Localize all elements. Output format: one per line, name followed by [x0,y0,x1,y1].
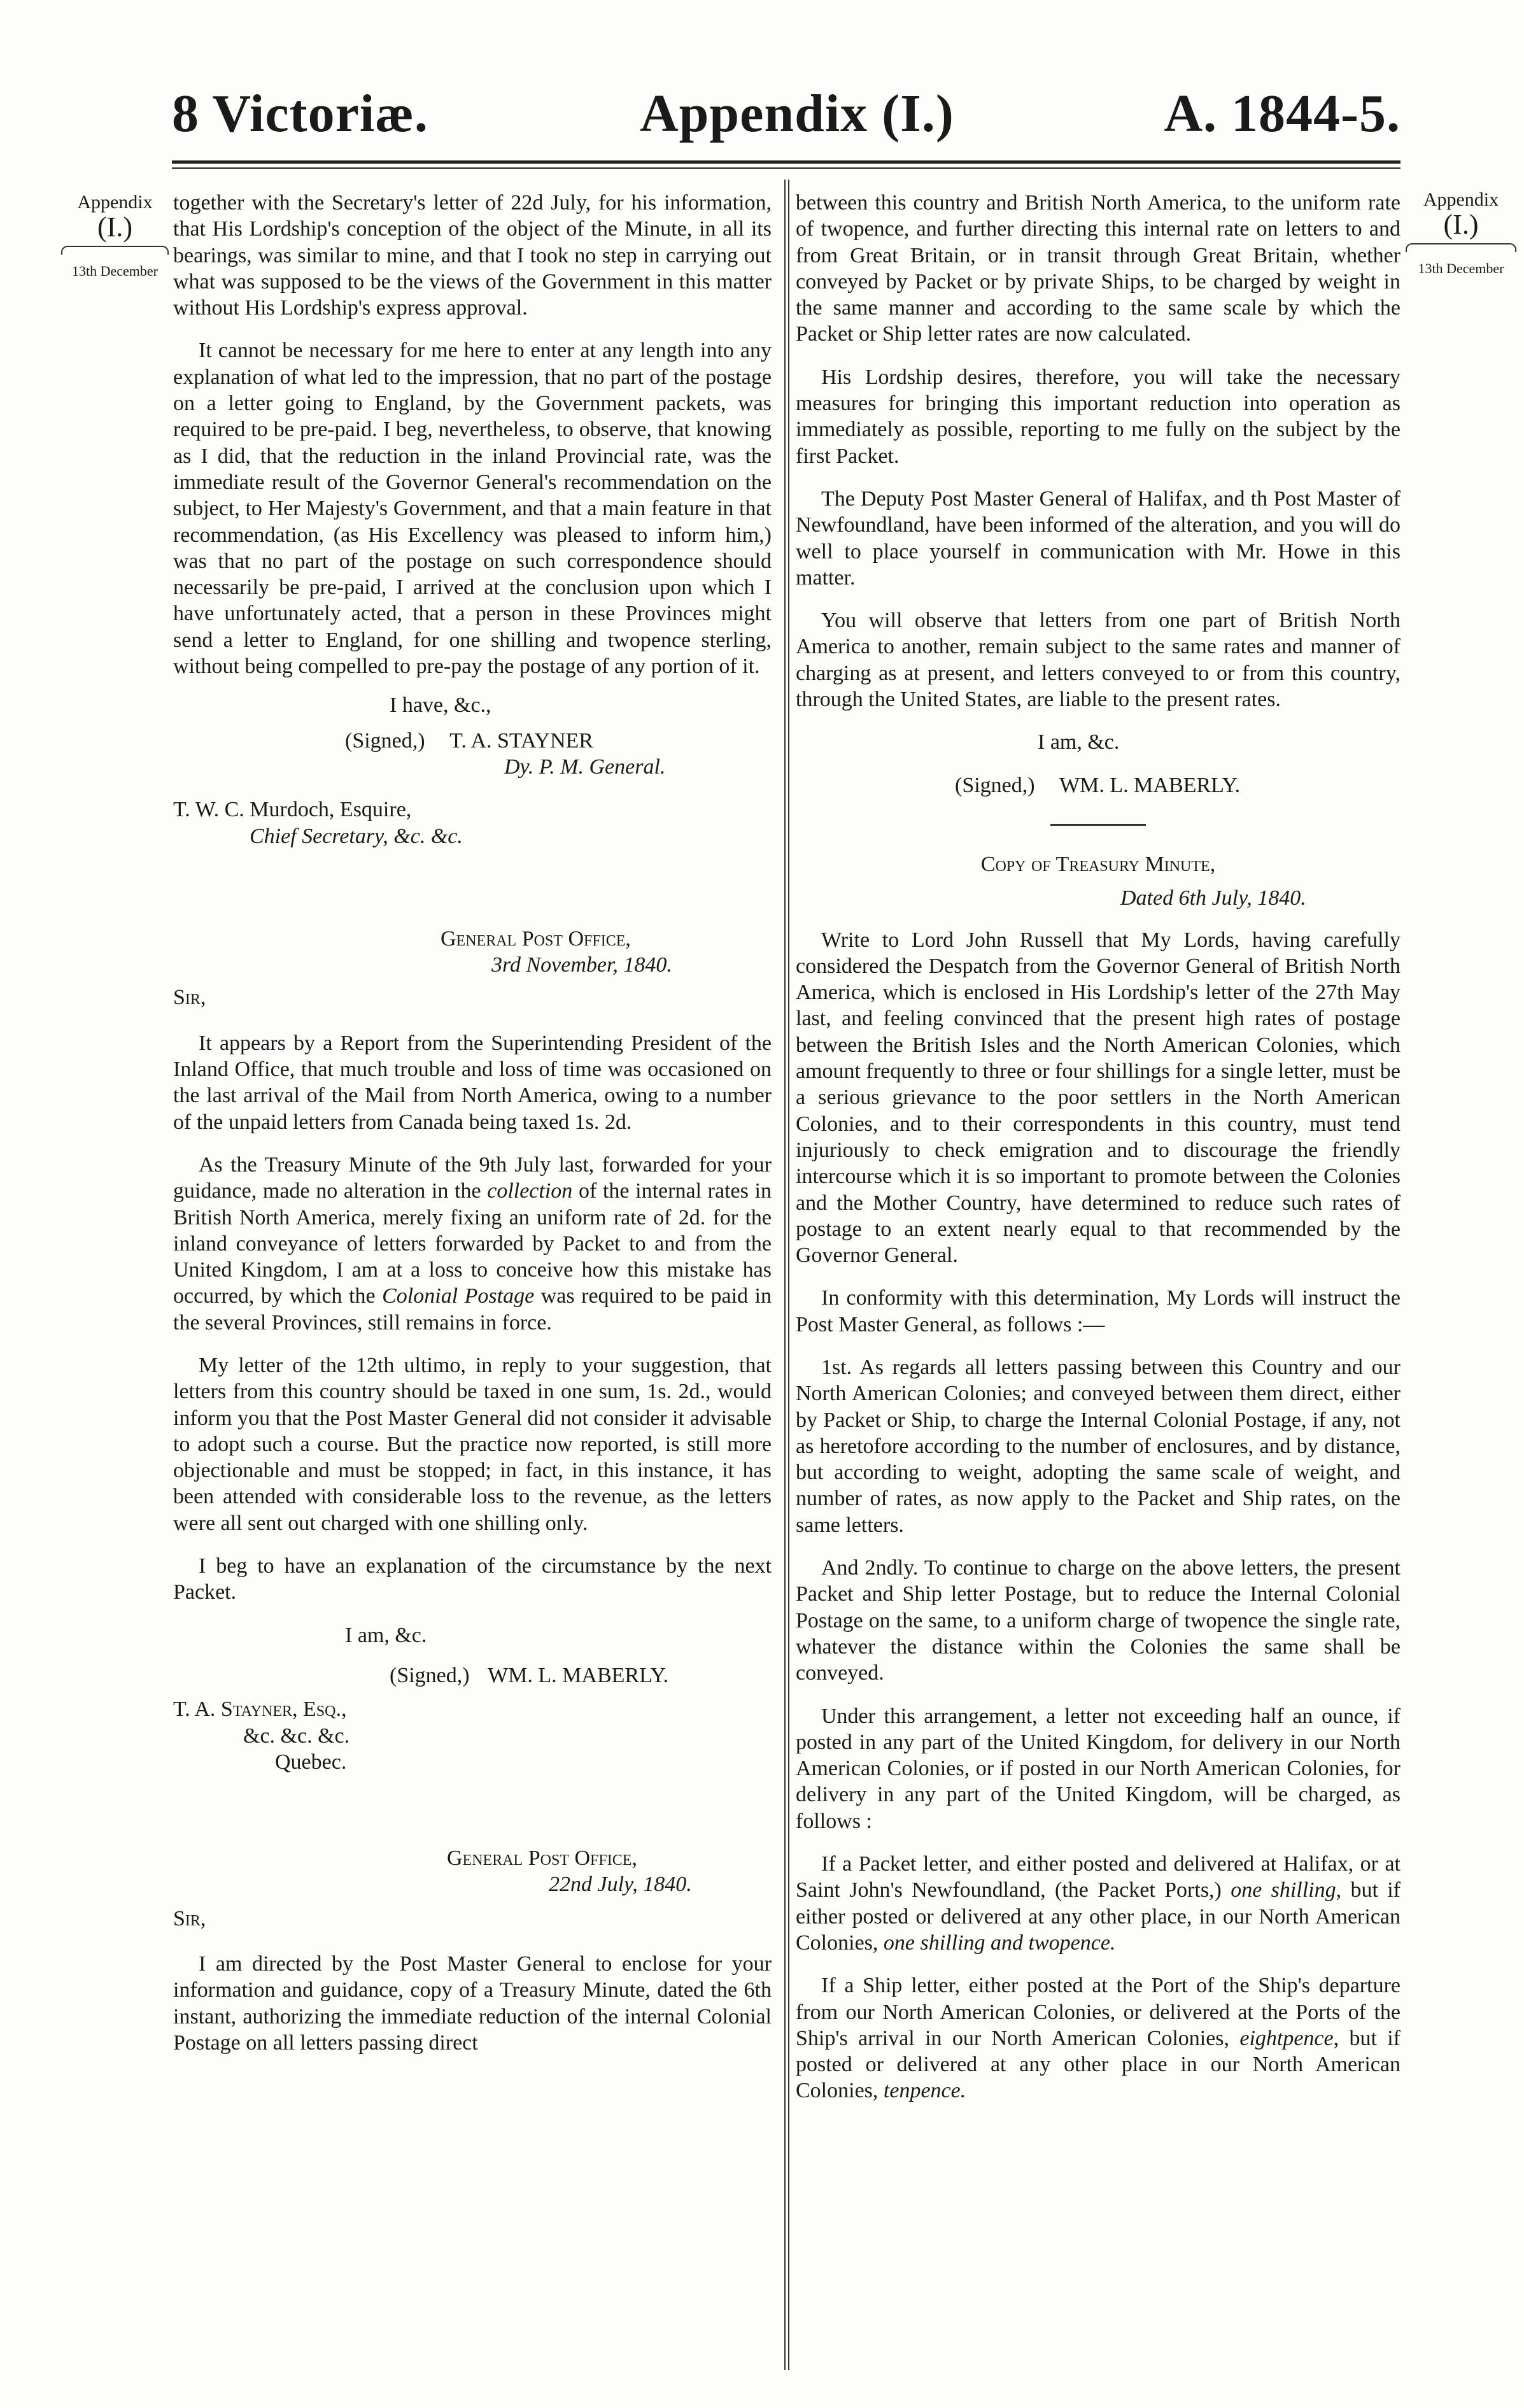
minute-title: Copy of Treasury Minute, [980,852,1216,876]
margin-note-right [1401,190,1521,276]
addressee-line: T. W. C. Murdoch, Esquire, [173,798,412,822]
addressee-line: T. A. Stayner, Esq., [173,1697,347,1722]
paragraph: You will observe that letters from one part of British North America to another, remain subject to the same rates and manner of charging as at present, and letters conveyed to or from this country, through the United States, are liable to the present rates. [796,609,1401,712]
margin-brace [61,246,169,255]
paragraph: between this country and British North America, to the uniform rate of twopence, and further directing this internal rate on letters to and from Great Britain, or in transit through Great Britain, whether conveyed by Packet or by private Ships, to be charged by weight in the same manner and according to the same scale by which the Packet or Ship letter rates are now calculated. [796,191,1401,346]
signer-title: Dy. P. M. General. [504,754,666,779]
header-rule-thick [172,160,1401,164]
margin-date: 13th December [1418,260,1504,276]
signature-block [796,772,1401,798]
paragraph: 1st. As regards all letters passing between this Country and our North American Colonies; and conveyed between them direct, either by Packet or Ship, to charge the Internal Colonial Postage, if any, not as heretofore according to the number of enclosures, and by distance, but according to weight, adopting the same scale of weight, and number of rates, as now apply to the Packet and Ship rates, on the same letters. [796,1355,1401,1537]
header-rule-thin [172,167,1401,169]
closing: I have, &c., [390,693,491,718]
addressee-line: Chief Secretary, &c. &c. [250,824,463,848]
left-column [173,190,772,2072]
paragraph: If a Ship letter, either posted at the Port of the Ship's departure from our North American Colonies, or delivered at the Ports of the Ship's arrival in our North American Colonies, eightpence, but if posted or delivered at any other place in our North American Colonies, tenpence. [796,1974,1401,2103]
addressee-line: &c. &c. &c. [243,1724,350,1748]
closing: I am, &c. [1038,730,1120,754]
header-year: A. 1844-5. [1164,84,1401,143]
signature-block [173,728,772,754]
signed-label: (Signed,) [390,1663,470,1687]
letter-place: General Post Office, [447,1846,637,1871]
addressee-line: Quebec. [275,1750,347,1774]
section-separator [1050,824,1146,826]
paragraph: It cannot be necessary for me here to enter at any length into any explanation of what led to the impression, that no part of the postage on a letter going to England, by the Government packets, was required to be pre-paid. I beg, nevertheless, to observe, that knowing as I did, that the reduction in the inland Provincial rate, was the immediate result of the Governor General's recommendation on the subject, to Her Majesty's Government, and that a main feature in that recommendation, (as His Excellency was pleased to inform him,) was that no part of the postage on such correspondence should necessarily be pre-paid, I arrived at the conclusion upon which I have unfortunately acted, that a person in these Provinces might send a letter to England, for one shilling and twopence sterling, without being compelled to pre-pay the postage of any portion of it. [173,339,772,679]
paragraph: My letter of the 12th ultimo, in reply to your suggestion, that letters from this country should be taxed in one sum, 1s. 2d., would inform you that the Post Master General did not consider it advisable to adopt such a course. But the practice now reported, is still more objectionable and must be stopped; in fact, in this instance, it has been attended with considerable loss to the revenue, as the letters were all sent out charged with one shilling only. [173,1353,772,1535]
signer-name: WM. L. MABERLY. [1059,773,1241,797]
letter-date: 3rd November, 1840. [491,953,672,977]
page-header [172,83,1401,153]
margin-appendix-letter: (I.) [97,211,132,243]
closing: I am, &c. [345,1623,427,1647]
paragraph: In conformity with this determination, My Lords will instruct the Post Master General, as follows :— [796,1286,1401,1336]
margin-appendix-letter: (I.) [1443,208,1479,240]
margin-note-left [56,192,174,278]
letter-date: 22nd July, 1840. [549,1873,692,1897]
paragraph: If a Packet letter, and either posted and delivered at Halifax, or at Saint John's Newfoundland, (the Packet Ports,) one shilling, but if either posted or delivered at any other place, in our North American Colonies, one shilling and twopence. [796,1852,1401,1955]
salutation: Sir, [173,986,206,1010]
paragraph: His Lordship desires, therefore, you will take the necessary measures for bringing this important reduction into operation as immediately as possible, reporting to me fully on the subject by the first Packet. [796,365,1401,468]
signed-label: (Signed,) [345,728,425,753]
paragraph: Write to Lord John Russell that My Lords, having carefully considered the Despatch from the Governor General of British North America, which is enclosed in His Lordship's letter of the 27th May last, and feeling convinced that the present high rates of postage between the British Isles and the North American Colonies, which amount frequently to three or four shillings for a single letter, must be a serious grievance to the poor settlers in the North American Colonies, and to their correspondents in this country, must tend injuriously to check emigration and to discourage the friendly intercourse which it is so important to promote between the Colonies and the Mother Country, have determined to reduce such rates of postage to an extent nearly equal to that recommended by the Governor General. [796,928,1401,1268]
paragraph: I beg to have an explanation of the circumstance by the next Packet. [173,1554,772,1604]
paragraph: And 2ndly. To continue to charge on the above letters, the present Packet and Ship letter Postage, but to reduce the Internal Colonial Postage on the same, to a uniform charge of twopence the single rate, whatever the distance within the Colonies the same shall be conveyed. [796,1556,1401,1685]
salutation: Sir, [173,1906,206,1930]
margin-appendix-label: Appendix [77,192,153,213]
signer-name: T. A. STAYNER [449,728,593,753]
signer-name: WM. L. MABERLY. [488,1663,669,1687]
margin-brace [1406,243,1516,252]
header-session: 8 Victoriæ. [172,84,428,143]
minute-date: Dated 6th July, 1840. [1120,886,1306,910]
paragraph: Under this arrangement, a letter not exceeding half an ounce, if posted in any part of the United Kingdom, for delivery in our North American Colonies, or if posted in our North American Colonies, for delivery in any part of the United Kingdom, will be charged, as follows : [796,1704,1401,1833]
paragraph: together with the Secretary's letter of 22d July, for his information, that His Lordship's conception of the object of the Minute, in all its bearings, was similar to mine, and that I took no step in carrying out what was supposed to be the views of the Government in this matter without His Lordship's express approval. [173,191,772,320]
letter-place: General Post Office, [441,926,631,951]
paragraph: I am directed by the Post Master General to enclose for your information and guidance, copy of a Treasury Minute, dated the 6th instant, authorizing the immediate reduction of the internal Colonial Postage on all letters passing direct [173,1952,772,2055]
paragraph: The Deputy Post Master General of Halifax, and th Post Master of Newfoundland, have been informed of the alteration, and you will do well to place yourself in communication with Mr. Howe in this matter. [796,486,1401,590]
paragraph: As the Treasury Minute of the 9th July last, forwarded for your guidance, made no alteration in the collection of the internal rates in British North America, merely fixing an uniform rate of 2d. for the inland conveyance of letters forwarded by Packet to and from the United Kingdom, I am at a loss to conceive how this mistake has occurred, by which the Colonial Postage was required to be paid in the several Provinces, still remains in force. [173,1152,772,1335]
column-divider [784,180,789,2370]
paragraph: It appears by a Report from the Superintending President of the Inland Office, that much trouble and loss of time was occasioned on the last arrival of the Mail from North America, owing to a number of the unpaid letters from Canada being taxed 1s. 2d. [173,1031,772,1134]
signature-block [173,1662,772,1689]
signed-label: (Signed,) [955,773,1035,797]
margin-date: 13th December [72,262,158,279]
header-appendix: Appendix (I.) [640,84,954,143]
right-column [796,190,1401,2121]
margin-appendix-label: Appendix [1423,189,1499,210]
